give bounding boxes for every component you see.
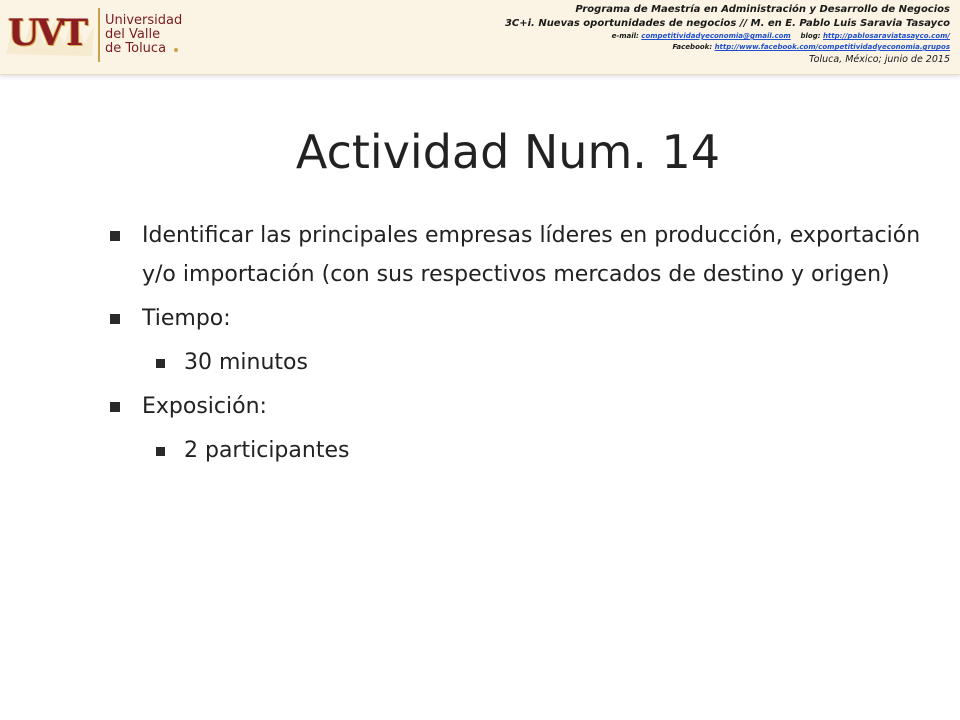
facebook-link[interactable]: http://www.facebook.com/competitividadyeconomia.grupos <box>714 43 950 51</box>
slide-title: Actividad Num. 14 <box>295 125 721 179</box>
university-name-line: del Valle <box>105 27 161 42</box>
bullet-text: Identificar las principales empresas líderes en producción, exportación y/o importación (con sus respectivos mercados de destino y origen) <box>142 223 921 287</box>
facebook-label: Facebook: <box>672 43 713 51</box>
email-link[interactable]: competitividadyeconomia@gmail.com <box>641 32 791 40</box>
contact-line <box>390 31 950 42</box>
square-bullet-icon <box>110 402 120 412</box>
square-bullet-icon <box>110 231 120 241</box>
header-info <box>390 3 950 66</box>
blog-label: blog: <box>800 32 821 40</box>
square-bullet-icon <box>156 447 165 456</box>
program-line: Programa de Maestría en Administración y Desarrollo de Negocios <box>575 4 950 15</box>
university-name-line: de Toluca <box>105 41 167 56</box>
logo-accent-dot <box>174 48 178 52</box>
sub-bullet-item <box>104 343 924 382</box>
university-logo <box>4 4 190 66</box>
bullet-item <box>104 216 924 294</box>
place-date: Toluca, México; junio de 2015 <box>809 54 950 65</box>
uvt-logo-mark <box>4 4 96 64</box>
bullet-item <box>104 387 924 426</box>
logo-letters: UVT <box>8 12 86 54</box>
course-line: 3C+i. Nuevas oportunidades de negocios // M. en E. Pablo Luis Saravia Tasayco <box>504 18 950 29</box>
slide-header <box>0 0 960 75</box>
bullet-text: Tiempo: <box>142 306 231 331</box>
bullet-text: Exposición: <box>142 394 267 419</box>
bullet-list <box>104 216 924 475</box>
square-bullet-icon <box>110 314 120 324</box>
bullet-item <box>104 299 924 338</box>
logo-divider <box>98 8 100 62</box>
sub-bullet-item <box>104 431 924 470</box>
email-label: e-mail: <box>611 32 639 40</box>
facebook-line <box>390 42 950 53</box>
blog-link[interactable]: http://pablosaraviatasayco.com/ <box>822 32 950 40</box>
square-bullet-icon <box>156 359 165 368</box>
university-name <box>105 14 182 56</box>
bullet-text: 30 minutos <box>184 350 308 375</box>
university-name-line: Universidad <box>105 13 183 28</box>
bullet-text: 2 participantes <box>184 438 350 463</box>
